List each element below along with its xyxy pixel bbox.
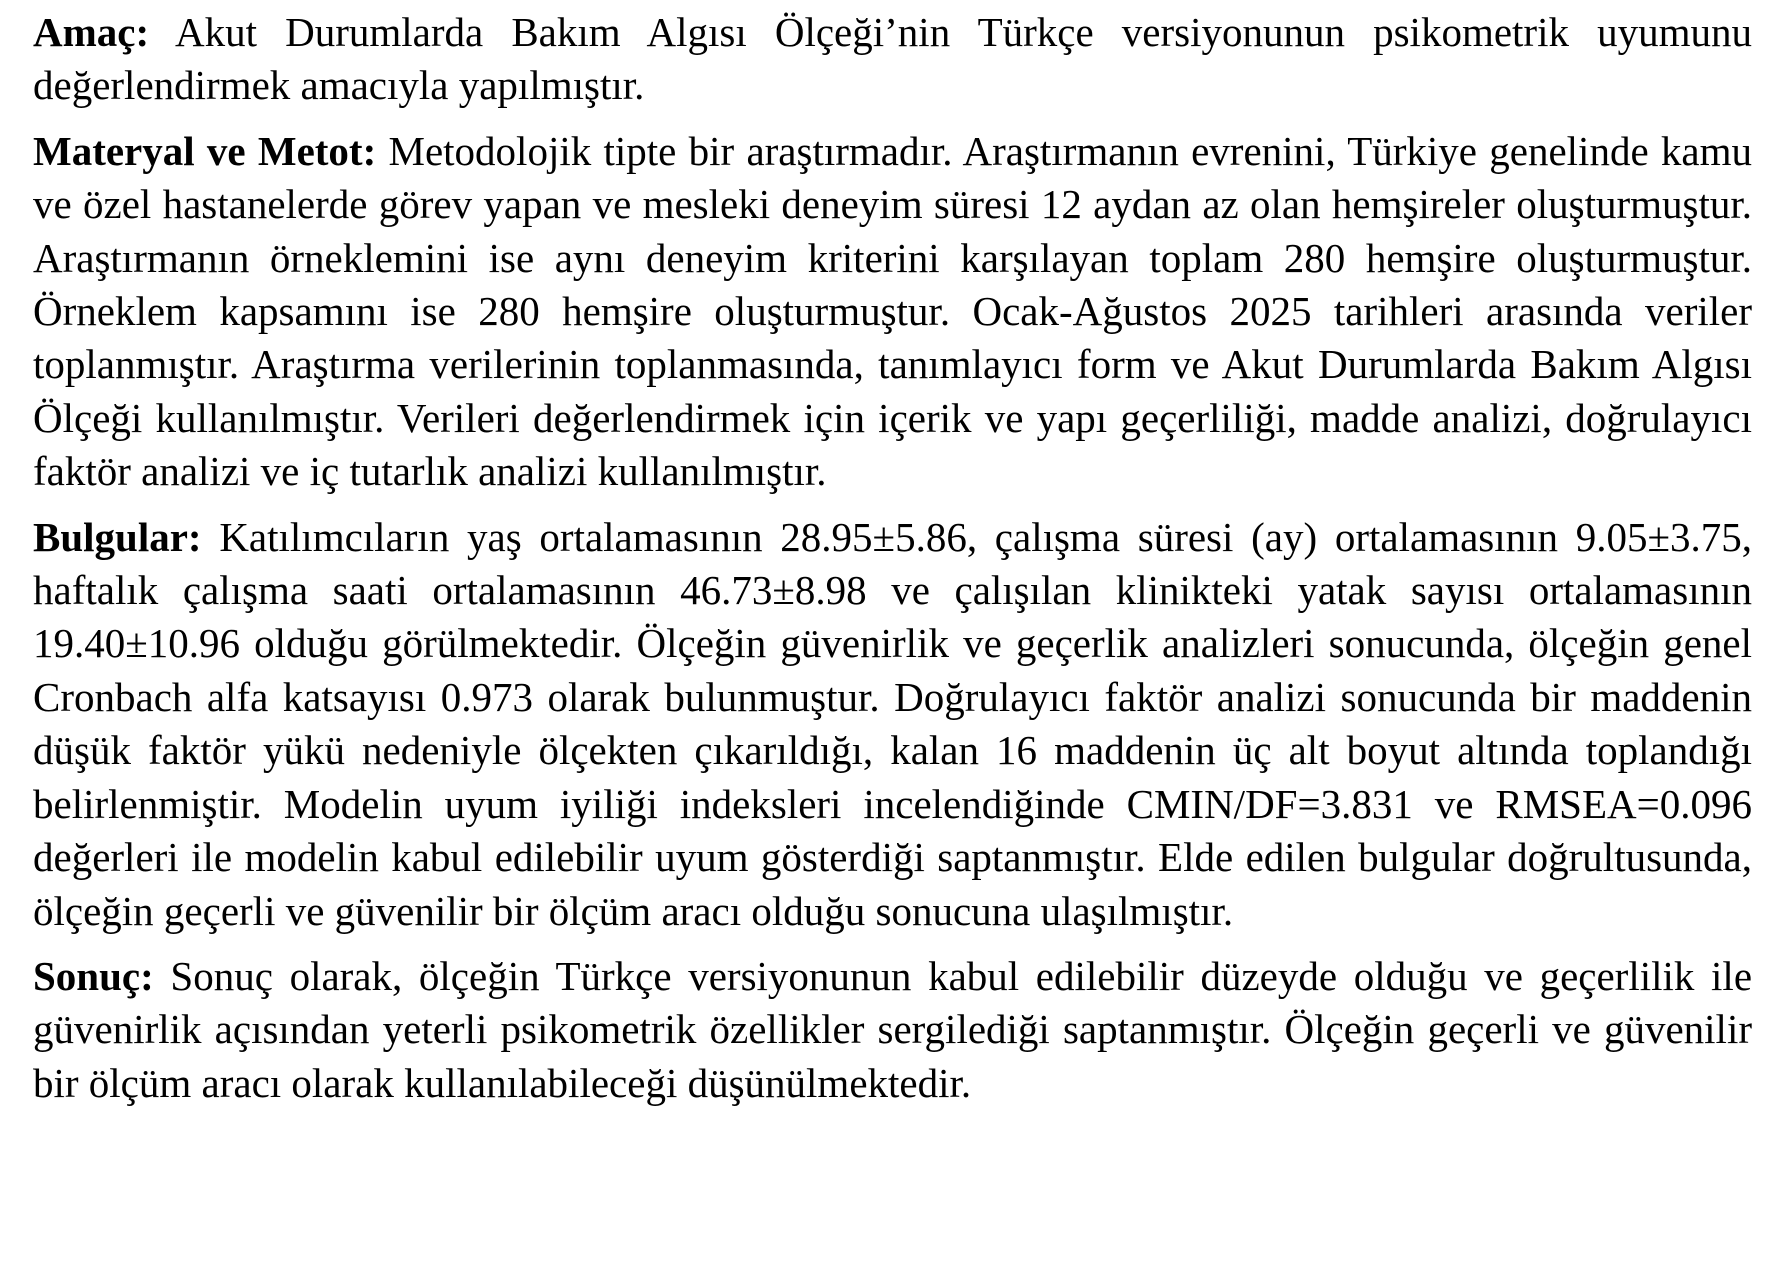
paragraph-materyal-ve-metot (33, 125, 1752, 499)
heading-bulgular: Bulgular: (33, 513, 202, 560)
paragraph-amac (33, 6, 1752, 113)
heading-sonuc: Sonuç: (33, 952, 154, 999)
text-amac: Akut Durumlarda Bakım Algısı Ölçeği’nin Türkçe versiyonunun psikometrik uyumunu değerlendirmek amacıyla yapılmıştır. (33, 9, 1752, 109)
heading-materyal-ve-metot: Materyal ve Metot: (33, 127, 377, 174)
text-sonuc: Sonuç olarak, ölçeğin Türkçe versiyonunun kabul edilebilir düzeyde olduğu ve geçerlilik ile güvenirlik açısından yeterli psikometrik özellikler sergilediği saptanmıştır. Ölçeğin geçerli ve güvenilir bir ölçüm aracı olarak kullanılabileceği düşünülmektedir. (33, 952, 1753, 1106)
text-materyal-ve-metot: Metodolojik tipte bir araştırmadır. Araştırmanın evrenini, Türkiye genelinde kamu ve özel hastanelerde görev yapan ve mesleki deneyim süresi 12 aydan az olan hemşireler oluşturmuştur. Araştırmanın örneklemini ise aynı deneyim kriterini karşılayan toplam 280 hemşire oluşturmuştur. Örneklem kapsamını ise 280 hemşire oluşturmuştur. Ocak-Ağustos 2025 tarihleri arasında veriler toplanmıştır. Araştırma verilerinin toplanmasında, tanımlayıcı form ve Akut Durumlarda Bakım Algısı Ölçeği kullanılmıştır. Verileri değerlendirmek için içerik ve yapı geçerliliği, madde analizi, doğrulayıcı faktör analizi ve iç tutarlık analizi kullanılmıştır. (33, 127, 1753, 495)
paragraph-sonuc (33, 950, 1752, 1110)
heading-amac: Amaç: (33, 9, 150, 55)
paragraph-bulgular (33, 511, 1752, 938)
text-bulgular: Katılımcıların yaş ortalamasının 28.95±5.86, çalışma süresi (ay) ortalamasının 9.05±3.75, haftalık çalışma saati ortalamasının 46.73±8.98 ve çalışılan klinikteki yatak sayısı ortalamasının 19.40±10.96 olduğu görülmektedir. Ölçeğin güvenirlik ve geçerlik analizleri sonucunda, ölçeğin genel Cronbach alfa katsayısı 0.973 olarak bulunmuştur. Doğrulayıcı faktör analizi sonucunda bir maddenin düşük faktör yükü nedeniyle ölçekten çıkarıldığı, kalan 16 maddenin üç alt boyut altında toplandığı belirlenmiştir. Modelin uyum iyiliği indeksleri incelendiğinde CMIN/DF=3.831 ve RMSEA=0.096 değerleri ile modelin kabul edilebilir uyum gösterdiği saptanmıştır. Elde edilen bulgular doğrultusunda, ölçeğin geçerli ve güvenilir bir ölçüm aracı olduğu sonucuna ulaşılmıştır. (33, 513, 1752, 934)
